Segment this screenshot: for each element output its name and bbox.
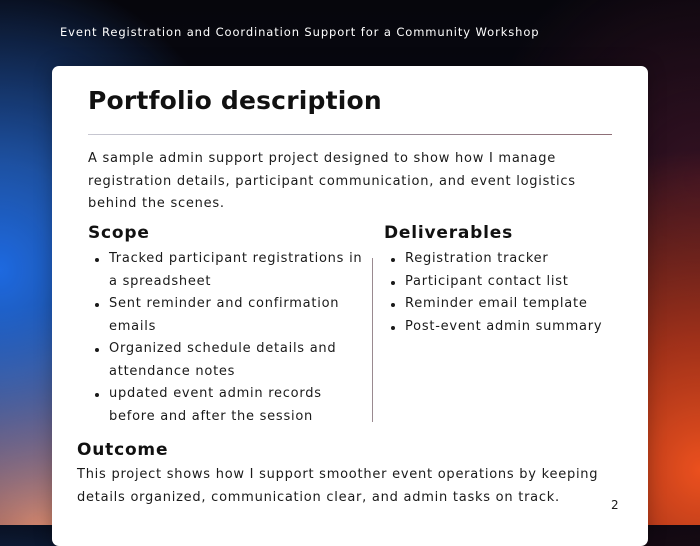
scope-item-text: Organized schedule details and attendance notes: [109, 341, 337, 379]
outcome-paragraph: This project shows how I support smoother event operations by keeping details organized, communication clear, and admin tasks on track.: [77, 467, 599, 505]
deliverable-item: [390, 316, 630, 339]
bullet-icon: [391, 303, 395, 307]
bullet-icon: [391, 281, 395, 285]
scope-item: [94, 248, 366, 293]
bullet-icon: [95, 258, 99, 262]
deliverable-item-text: Reminder email template: [405, 296, 588, 311]
presentation-title: Event Registration and Coordination Support for a Community Workshop: [60, 25, 540, 39]
outcome-heading: Outcome: [77, 440, 169, 460]
title-divider: [88, 134, 612, 135]
slide-title: Portfolio description: [88, 86, 382, 115]
bullet-icon: [391, 326, 395, 330]
scope-item: [94, 338, 366, 383]
scope-heading: Scope: [88, 223, 150, 243]
deliverable-item-text: Participant contact list: [405, 273, 569, 289]
scope-item: [94, 383, 366, 428]
bullet-icon: [95, 348, 99, 352]
scope-item-text: updated event admin records before and after the session: [109, 386, 322, 424]
scope-item-text: Sent reminder and confirmation emails: [109, 296, 340, 334]
scope-item-text: Tracked participant registrations in a spreadsheet: [109, 251, 363, 289]
slide-card: [52, 66, 648, 546]
bullet-icon: [95, 393, 99, 397]
bullet-icon: [391, 258, 395, 262]
page-number: 2: [611, 498, 619, 512]
deliverables-list: [390, 248, 630, 338]
intro-paragraph: A sample admin support project designed to show how I manage registration details, participant communication, and event logistics behind the scenes.: [88, 151, 576, 211]
deliverable-item: [390, 271, 630, 294]
column-divider: [372, 258, 373, 422]
deliverables-heading: Deliverables: [384, 223, 514, 243]
scope-list: [94, 248, 366, 428]
scope-item: [94, 293, 366, 338]
deliverable-item: [390, 293, 630, 316]
deliverable-item-text: Post-event admin summary: [405, 318, 603, 334]
deliverable-item: [390, 248, 630, 271]
deliverable-item-text: Registration tracker: [405, 251, 549, 266]
bullet-icon: [95, 303, 99, 307]
